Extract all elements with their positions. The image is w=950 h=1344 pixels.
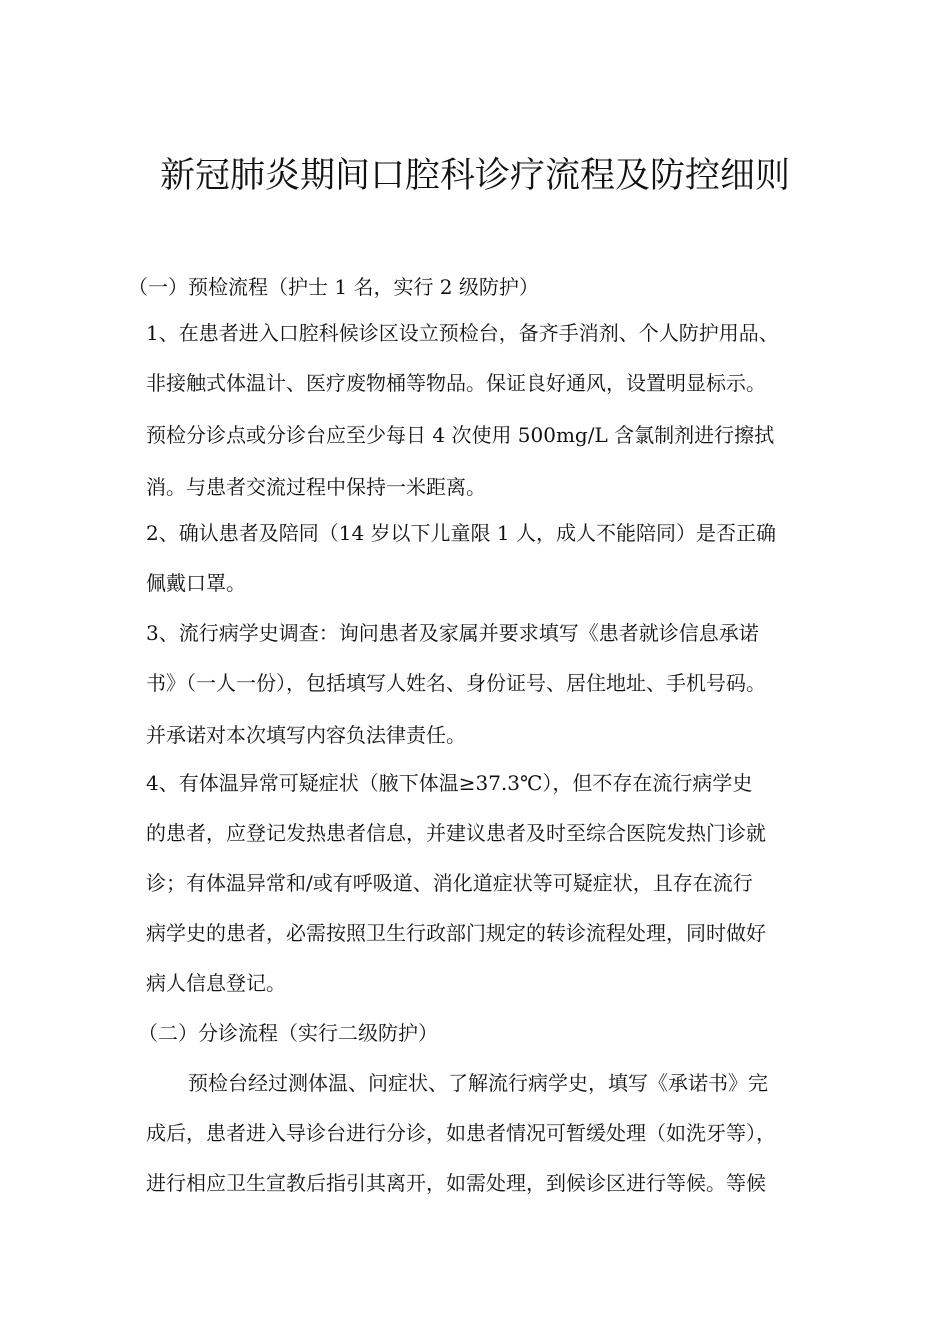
paragraph-line: 并承诺对本次填写内容负法律责任。 — [146, 723, 466, 747]
paragraph-line: 成后，患者进入导诊台进行分诊，如患者情况可暂缓处理（如洗牙等）， — [146, 1121, 776, 1145]
paragraph-line: 诊；有体温异常和/或有呼吸道、消化道症状等可疑症状，且存在流行 — [146, 871, 753, 895]
paragraph-line: 的患者，应登记发热患者信息，并建议患者及时至综合医院发热门诊就 — [146, 821, 766, 845]
paragraph-line: 病人信息登记。 — [146, 971, 286, 995]
paragraph-line: 1、在患者进入口腔科候诊区设立预检台，备齐手消剂、个人防护用品、 — [146, 321, 779, 345]
section-heading-1: （一）预检流程（护士 1 名，实行 2 级防护） — [128, 275, 539, 299]
paragraph-line: 佩戴口罩。 — [146, 571, 246, 595]
section-heading-2: （二）分诊流程（实行二级防护） — [138, 1021, 438, 1045]
paragraph-line: 病学史的患者，必需按照卫生行政部门规定的转诊流程处理，同时做好 — [146, 921, 766, 945]
paragraph-line: 消。与患者交流过程中保持一米距离。 — [146, 475, 486, 499]
paragraph-line: 书》（一人一份），包括填写人姓名、身份证号、居住地址、手机号码。 — [146, 671, 766, 695]
document-title: 新冠肺炎期间口腔科诊疗流程及防控细则 — [159, 156, 790, 196]
paragraph-line: 3、流行病学史调查：询问患者及家属并要求填写《患者就诊信息承诺 — [146, 621, 759, 645]
paragraph-line: 进行相应卫生宣教后指引其离开，如需处理，到候诊区进行等候。等候 — [146, 1171, 766, 1195]
paragraph-line: 预检分诊点或分诊台应至少每日 4 次使用 500mg/L 含氯制剂进行擦拭 — [146, 423, 775, 447]
paragraph-line: 4、有体温异常可疑症状（腋下体温≥37.3℃），但不存在流行病学史 — [146, 771, 753, 795]
paragraph-line: 非接触式体温计、医疗废物桶等物品。保证良好通风，设置明显标示。 — [146, 371, 766, 395]
paragraph-line: 2、确认患者及陪同（14 岁以下儿童限 1 人，成人不能陪同）是否正确 — [146, 521, 776, 545]
paragraph-line: 预检台经过测体温、问症状、了解流行病学史，填写《承诺书》完 — [188, 1071, 768, 1095]
